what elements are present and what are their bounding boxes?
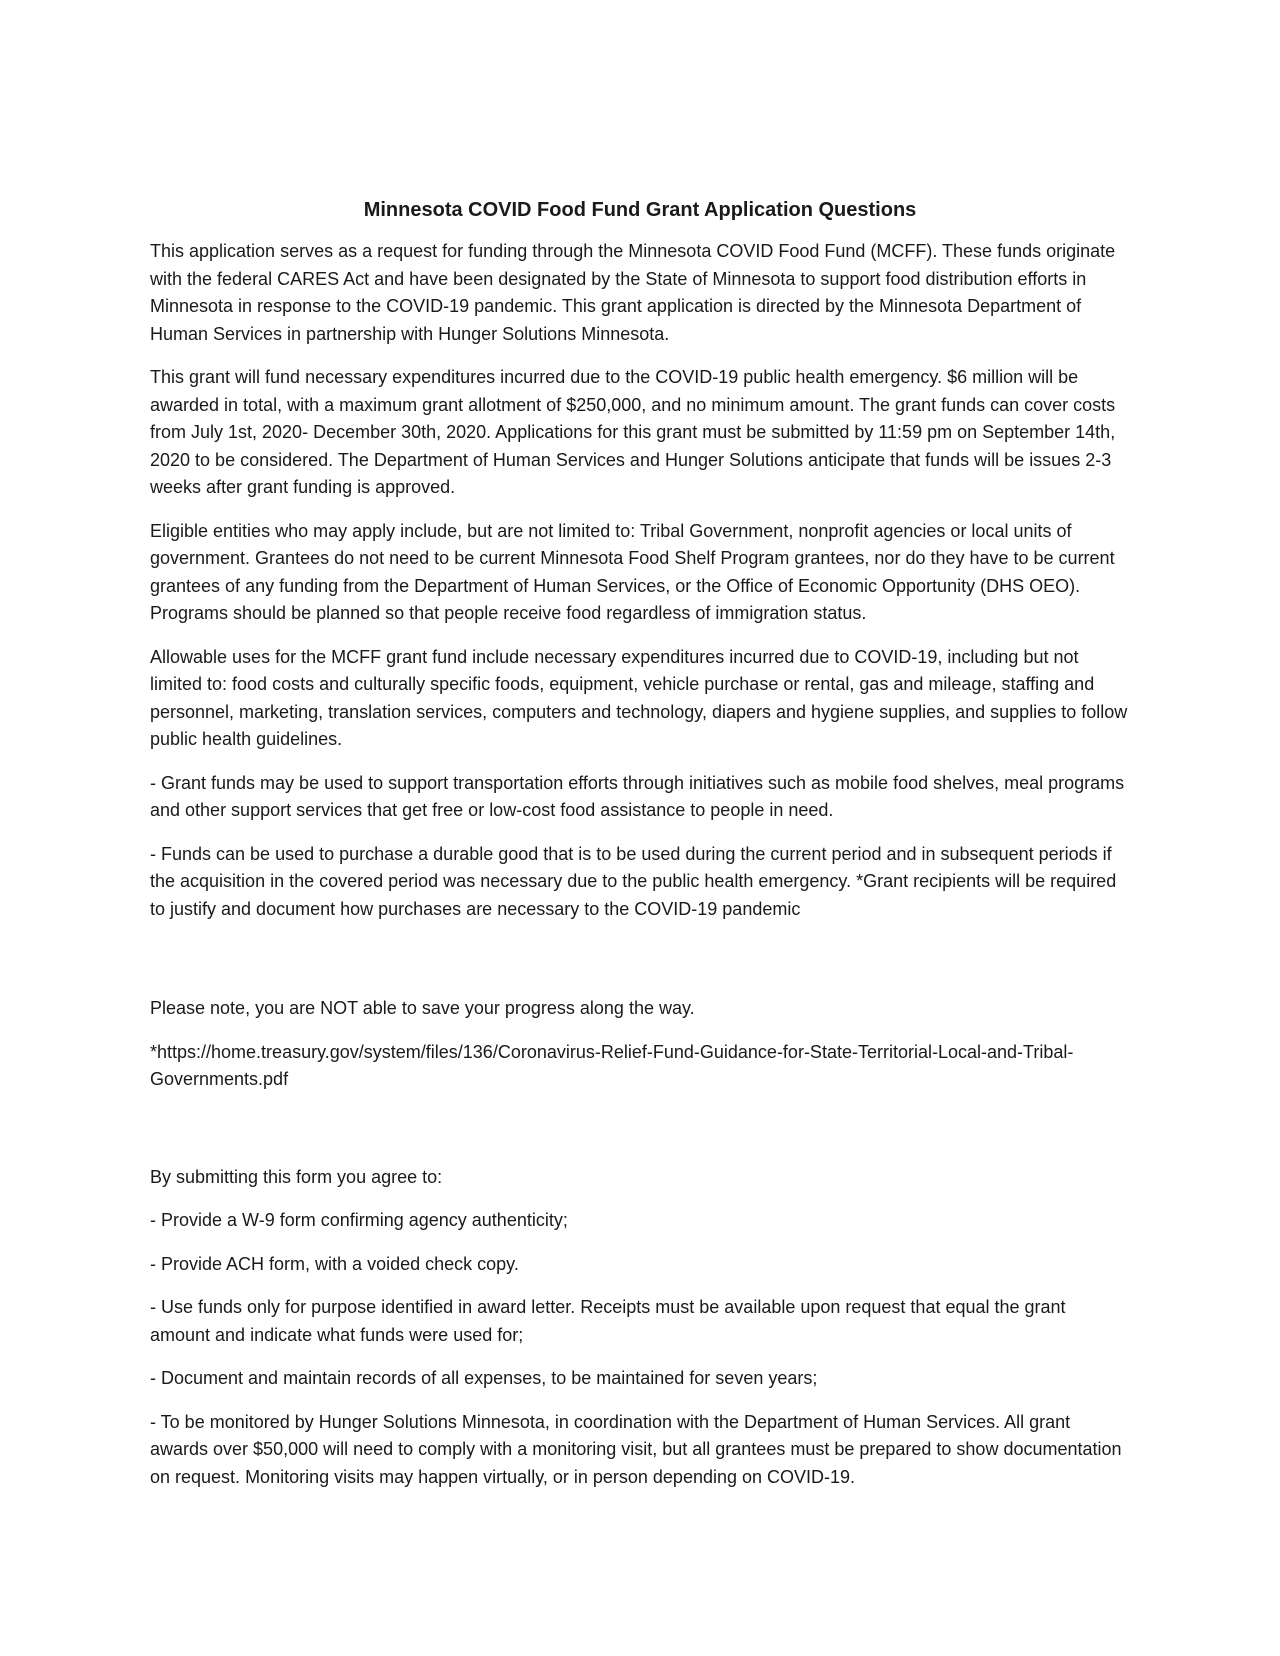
agreement-item-monitoring: - To be monitored by Hunger Solutions Minnesota, in coordination with the Department of Human Services. All grant awards over $50,000 will need to comply with a monitoring visit, but all grantees must be prepared to show documentation on request. Monitoring visits may happen virtually, or in person depending on COVID-19.	[150, 1411, 1122, 1487]
transportation-bullet: - Grant funds may be used to support transportation efforts through initiatives such as mobile food shelves, meal programs and other support services that get free or low-cost food assistance to people in need.	[150, 772, 1125, 820]
save-progress-note: Please note, you are NOT able to save your progress along the way.	[150, 998, 695, 1018]
document-body	[150, 196, 1130, 1507]
reference-url: *https://home.treasury.gov/system/files/136/Coronavirus-Relief-Fund-Guidance-for-State-Territorial-Local-and-Tribal-Governments.pdf	[150, 1041, 1074, 1089]
allowable-uses-paragraph: Allowable uses for the MCFF grant fund include necessary expenditures incurred due to COVID-19, including but not limited to: food costs and culturally specific foods, equipment, vehicle purchase or rental, gas and mileage, staffing and personnel, marketing, translation services, computers and technology, diapers and hygiene supplies, and supplies to follow public health guidelines.	[150, 646, 1128, 749]
intro-paragraph: This application serves as a request for funding through the Minnesota COVID Food Fund (MCFF). These funds originate with the federal CARES Act and have been designated by the State of Minnesota to support food distribution efforts in Minnesota in response to the COVID-19 pandemic. This grant application is directed by the Minnesota Department of Human Services in partnership with Hunger Solutions Minnesota.	[150, 241, 1116, 344]
page-title: Minnesota COVID Food Fund Grant Application Questions	[363, 199, 917, 221]
agreement-item-use-funds: - Use funds only for purpose identified in award letter. Receipts must be available upon request that equal the grant amount and indicate what funds were used for;	[150, 1297, 1066, 1345]
durable-goods-bullet: - Funds can be used to purchase a durable good that is to be used during the current period and in subsequent periods if the acquisition in the covered period was necessary due to the public health emergency. *Grant recipients will be required to justify and document how purchases are necessary to the COVID-19 pandemic	[150, 843, 1117, 919]
agreement-item-records: - Document and maintain records of all expenses, to be maintained for seven years;	[150, 1368, 818, 1388]
spacer	[150, 1110, 1130, 1164]
spacer	[150, 939, 1130, 995]
eligibility-paragraph: Eligible entities who may apply include, but are not limited to: Tribal Government, nonprofit agencies or local units of government. Grantees do not need to be current Minnesota Food Shelf Program grantees, nor do they have to be current grantees of any funding from the Department of Human Services, or the Office of Economic Opportunity (DHS OEO). Programs should be planned so that people receive food regardless of immigration status.	[150, 520, 1115, 623]
funding-paragraph: This grant will fund necessary expenditures incurred due to the COVID-19 public health emergency. $6 million will be awarded in total, with a maximum grant allotment of $250,000, and no minimum amount. The grant funds can cover costs from July 1st, 2020- December 30th, 2020. Applications for this grant must be submitted by 11:59 pm on September 14th, 2020 to be considered. The Department of Human Services and Hunger Solutions anticipate that funds will be issues 2-3 weeks after grant funding is approved.	[150, 367, 1116, 497]
agreement-item-ach: - Provide ACH form, with a voided check copy.	[150, 1253, 519, 1274]
agreement-intro: By submitting this form you agree to:	[150, 1166, 443, 1187]
agreement-item-w9: - Provide a W-9 form confirming agency authenticity;	[150, 1210, 568, 1230]
